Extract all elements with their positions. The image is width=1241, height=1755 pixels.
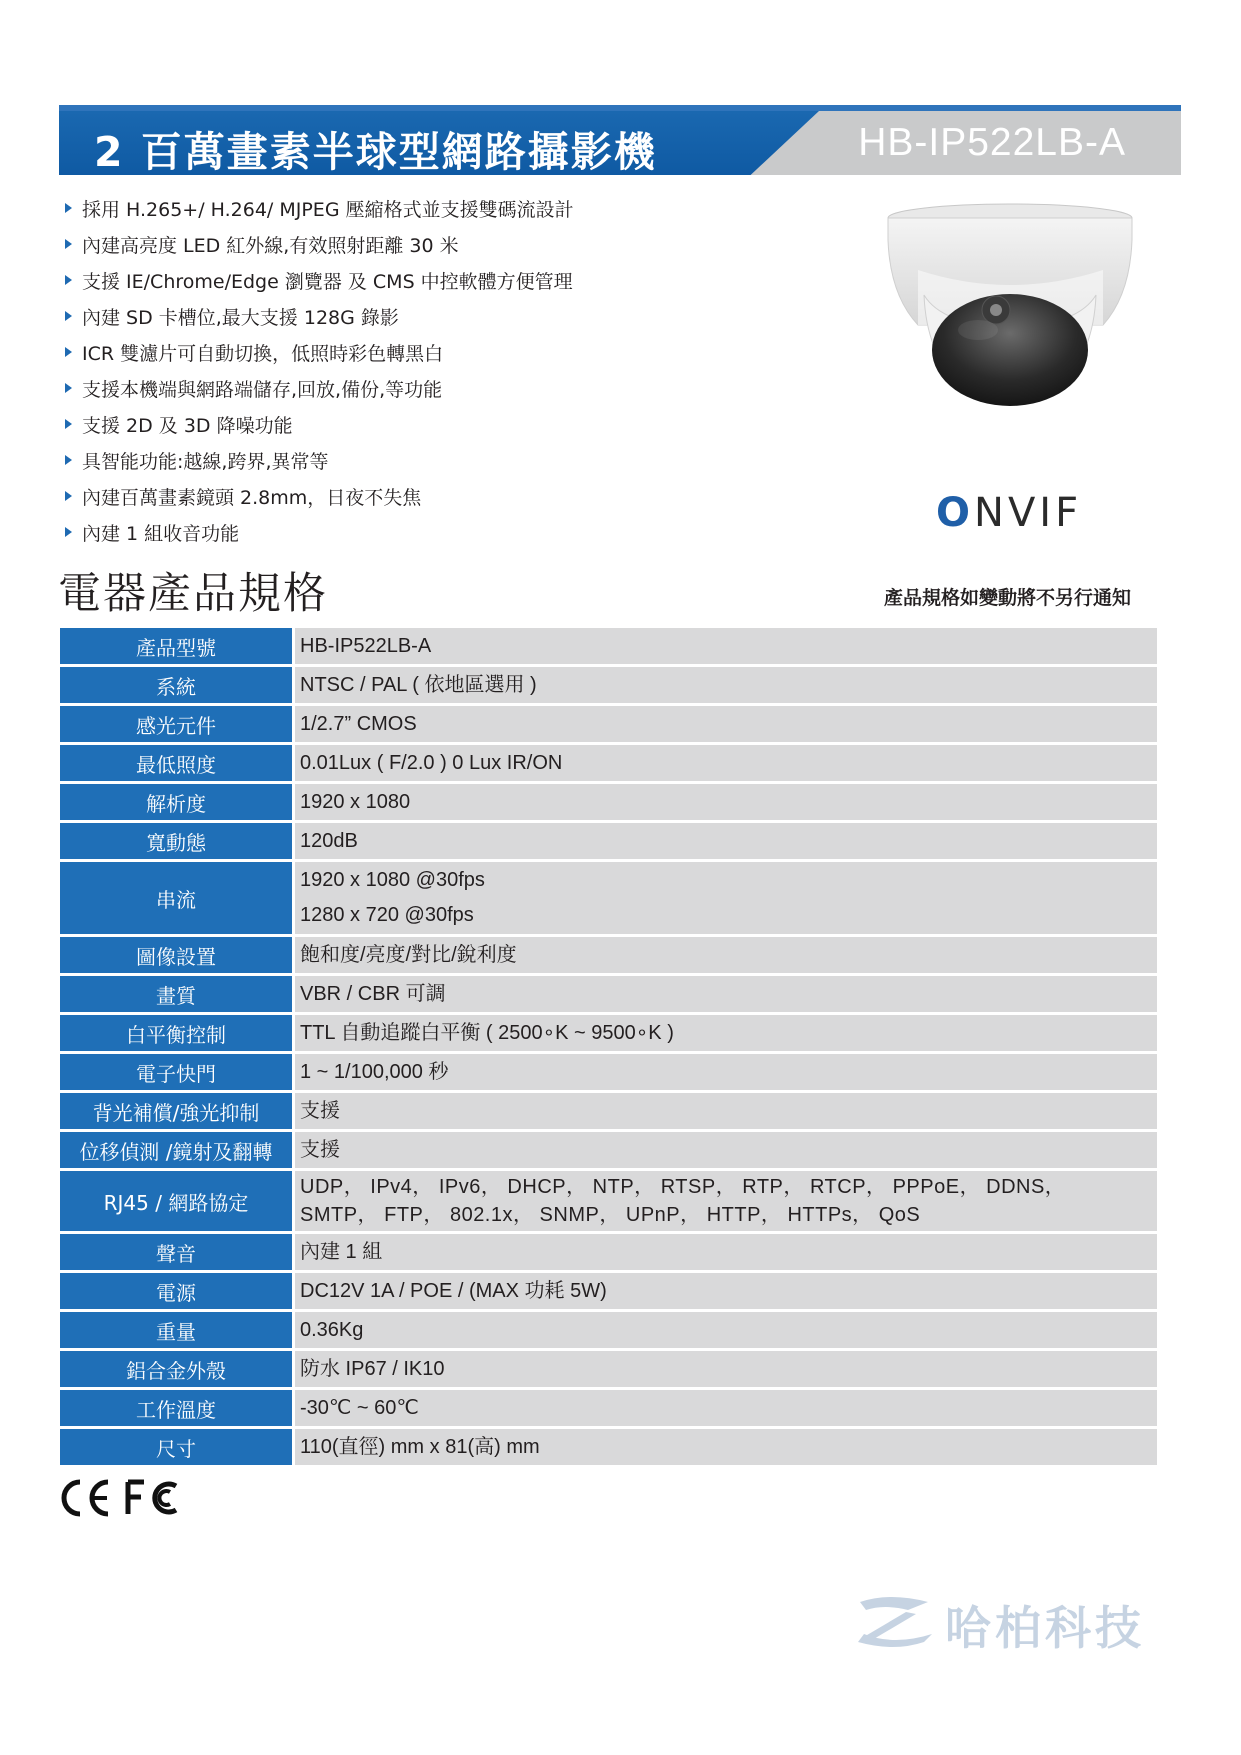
brand-logo [850,1590,1180,1655]
spec-value: NTSC / PAL ( 依地區選用 ) [295,667,1157,703]
dome-camera-image [878,200,1143,415]
table-row [60,1312,1157,1348]
spec-label: 尺寸 [60,1429,292,1465]
spec-title: 電器產品規格 [58,569,328,619]
spec-label: 鋁合金外殼 [60,1351,292,1387]
spec-value: 1920 x 1080 [295,784,1157,820]
feature-item: 內建 1 組收音功能 [60,514,780,550]
spec-value: 120dB [295,823,1157,859]
feature-item: 支援 IE/Chrome/Edge 瀏覽器 及 CMS 中控軟體方便管理 [60,262,780,298]
spec-value: 1/2.7” CMOS [295,706,1157,742]
bullet-icon [65,527,72,537]
bullet-icon [65,383,72,393]
fcc-mark-icon [128,1482,176,1514]
table-row [60,667,1157,703]
table-row [60,1429,1157,1465]
table-row [60,1234,1157,1270]
spec-label: 電源 [60,1273,292,1309]
bullet-icon [65,491,72,501]
header-banner [59,105,1181,175]
spec-value: 飽和度/亮度/對比/銳利度 [295,937,1157,973]
table-row [60,1132,1157,1168]
bullet-icon [65,419,72,429]
table-row [60,706,1157,742]
spec-table [60,628,1157,1468]
spec-value: UDP， IPv4， IPv6， DHCP， NTP， RTSP， RTP， RTCP， PPPoE， DDNS， SMTP， FTP， 802.1x， SNMP， UPnP， HTTP， HTTPs， QoS [295,1171,1157,1231]
bullet-icon [65,311,72,321]
feature-item: 內建高亮度 LED 紅外線,有效照射距離 30 米 [60,226,780,262]
spec-value: 0.36Kg [295,1312,1157,1348]
table-row [60,862,1157,934]
feature-item: 採用 H.265+/ H.264/ MJPEG 壓縮格式並支援雙碼流設計 [60,190,780,226]
bullet-icon [65,203,72,213]
model-number: HB-IP522LB-A [858,121,1126,164]
spec-value: 1 ~ 1/100,000 秒 [295,1054,1157,1090]
spec-value: 110(直徑) mm x 81(高) mm [295,1429,1157,1465]
spec-label: 圖像設置 [60,937,292,973]
spec-label: 背光補償/強光抑制 [60,1093,292,1129]
spec-label: 最低照度 [60,745,292,781]
spec-label: 白平衡控制 [60,1015,292,1051]
spec-value: 1920 x 1080 @30fps 1280 x 720 @30fps [295,862,1157,934]
spec-label: 畫質 [60,976,292,1012]
spec-value: -30℃ ~ 60℃ [295,1390,1157,1426]
spec-label: 寬動態 [60,823,292,859]
spec-value: VBR / CBR 可調 [295,976,1157,1012]
table-row [60,1351,1157,1387]
spec-label: 產品型號 [60,628,292,664]
brand-name: 哈柏科技 [945,1601,1145,1655]
spec-value: DC12V 1A / POE / (MAX 功耗 5W) [295,1273,1157,1309]
spec-label: 重量 [60,1312,292,1348]
table-row [60,1015,1157,1051]
spec-label: 聲音 [60,1234,292,1270]
spec-value: 0.01Lux ( F/2.0 ) 0 Lux IR/ON [295,745,1157,781]
table-row [60,784,1157,820]
table-row [60,745,1157,781]
spec-label: RJ45 / 網路協定 [60,1171,292,1231]
feature-item: ICR 雙濾片可自動切換，低照時彩色轉黑白 [60,334,780,370]
spec-label: 串流 [60,862,292,934]
feature-item: 內建 SD 卡槽位,最大支援 128G 錄影 [60,298,780,334]
bullet-icon [65,275,72,285]
table-row [60,1171,1157,1231]
table-row [60,1054,1157,1090]
table-row [60,1390,1157,1426]
spec-value: 支援 [295,1132,1157,1168]
page-title: 2 百萬畫素半球型網路攝影機 [94,128,657,176]
table-row [60,1273,1157,1309]
spec-value: 內建 1 組 [295,1234,1157,1270]
spec-label: 工作溫度 [60,1390,292,1426]
feature-item: 內建百萬畫素鏡頭 2.8mm，日夜不失焦 [60,478,780,514]
spec-note: 產品規格如變動將不另行通知 [883,587,1131,609]
ce-mark-icon [64,1482,108,1514]
feature-item: 支援本機端與網路端儲存,回放,備份,等功能 [60,370,780,406]
spec-label: 電子快門 [60,1054,292,1090]
table-row [60,937,1157,973]
table-row [60,823,1157,859]
table-row [60,1093,1157,1129]
table-row [60,628,1157,664]
bullet-icon [65,239,72,249]
spec-label: 感光元件 [60,706,292,742]
certification-marks [58,1478,183,1518]
feature-item: 支援 2D 及 3D 降噪功能 [60,406,780,442]
feature-list [60,190,780,550]
bullet-icon [65,455,72,465]
spec-value: TTL 自動追蹤白平衡 ( 2500∘K ~ 9500∘K ) [295,1015,1157,1051]
table-row [60,976,1157,1012]
spec-label: 系統 [60,667,292,703]
spec-label: 位移偵測 /鏡射及翻轉 [60,1132,292,1168]
spec-label: 解析度 [60,784,292,820]
spec-value: HB-IP522LB-A [295,628,1157,664]
spec-value: 支援 [295,1093,1157,1129]
spec-value: 防水 IP67 / IK10 [295,1351,1157,1387]
bullet-icon [65,347,72,357]
brand-mark-icon [850,1590,940,1650]
onvif-logo: ONVIF [936,490,1083,536]
feature-item: 具智能功能:越線,跨界,異常等 [60,442,780,478]
